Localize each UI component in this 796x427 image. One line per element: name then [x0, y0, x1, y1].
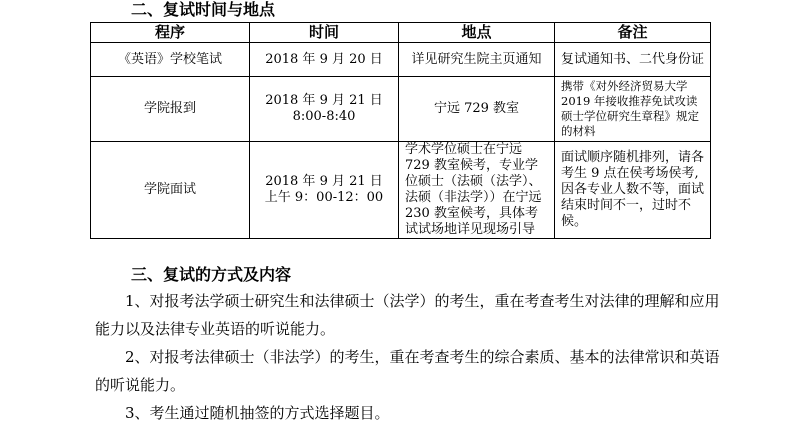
table-row — [91, 77, 711, 142]
section-title-schedule: 二、复试时间与地点 — [131, 0, 276, 19]
cell-text: 复试通知书、二代身份证 — [561, 51, 705, 67]
cell-location — [399, 142, 555, 239]
table-header-row — [91, 23, 711, 43]
cell-text: 学院面试 — [143, 182, 196, 197]
cell-text: 2018 年 9 月 21 日 8:00-8:40 — [265, 93, 383, 124]
cell-text: 2018 年 9 月 20 日 — [265, 51, 383, 67]
header-remarks: 备注 — [555, 23, 711, 43]
method-paragraphs — [95, 287, 720, 427]
cell-text: 面试顺序随机排列，请各考生 9 点在侯考场侯考,因各专业人数不等，面试结束时间不一，过时不候。 — [561, 150, 705, 229]
cell-text: 详见研究生院主页通知 — [411, 51, 542, 67]
cell-time — [250, 142, 399, 239]
table-row — [91, 142, 711, 239]
cell-text: 宁远 729 教室 — [433, 101, 520, 116]
schedule-table — [90, 22, 711, 239]
cell-procedure — [91, 142, 250, 239]
cell-location — [399, 43, 555, 77]
header-procedure: 程序 — [91, 23, 250, 43]
cell-remarks — [555, 77, 711, 142]
cell-time — [250, 77, 399, 142]
cell-text: 2018 年 9 月 21 日 上午 9：00-12：00 — [264, 174, 384, 205]
paragraph-2: 2、对报考法律硕士（非法学）的考生，重在考查考生的综合素质、基本的法律常识和英语的听说能力。 — [95, 348, 720, 394]
paragraph-3: 3、考生通过随机抽签的方式选择题目。 — [125, 404, 390, 422]
cell-text: 学术学位硕士在宁远 729 教室候考，专业学位硕士（法硕（法学）、法硕（非法学））在宁远 230 教室候考，具体考试试场地详见现场引导 — [405, 142, 542, 237]
cell-remarks — [555, 142, 711, 239]
paragraph-1: 1、对报考法学硕士研究生和法律硕士（法学）的考生，重在考查考生对法律的理解和应用能力以及法律专业英语的听说能力。 — [95, 292, 720, 338]
cell-text: 《英语》学校笔试 — [117, 51, 222, 67]
section-title-method: 三、复试的方式及内容 — [131, 265, 292, 284]
cell-procedure — [91, 77, 250, 142]
cell-text: 携带《对外经济贸易大学 2019 年接收推荐免试攻读硕士学位研究生章程》规定的材料 — [561, 79, 699, 138]
table-row — [91, 43, 711, 77]
header-time: 时间 — [250, 23, 399, 43]
cell-procedure — [91, 43, 250, 77]
cell-time — [250, 43, 399, 77]
header-location: 地点 — [399, 23, 555, 43]
cell-location — [399, 77, 555, 142]
cell-text: 学院报到 — [143, 101, 196, 116]
cell-remarks — [555, 43, 711, 77]
